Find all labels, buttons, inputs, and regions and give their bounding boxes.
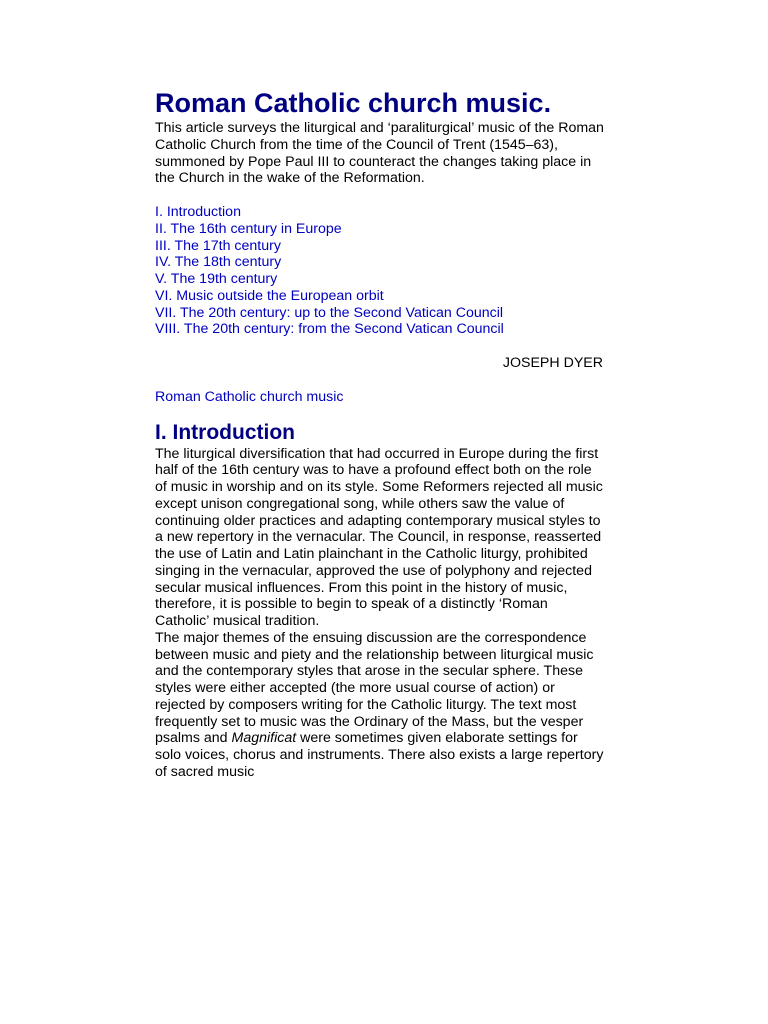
page-title: Roman Catholic church music. [155, 88, 552, 118]
toc-link-17th-century[interactable]: III. The 17th century [155, 237, 281, 254]
intro-paragraph: This article surveys the liturgical and ‘paraliturgical’ music of the Roman Catholic Church from the time of the Council of Trent (1545–63), summoned by Pope Paul III to counteract the changes taking place in the Church in the wake of the Reformation. [155, 120, 604, 187]
author-name: JOSEPH DYER [502, 355, 603, 371]
toc-link-16th-century[interactable]: II. The 16th century in Europe [155, 220, 342, 237]
table-of-contents [155, 204, 605, 338]
paragraph-2-text-start: The major themes of the ensuing discussion are the correspondence between music and piety and the relationship between liturgical music and the contemporary styles that arose in the secular sphere. These styles were either accepted (the more usual course of action) or rejected by composers writing for the Catholic liturgy. The text most frequently set to music was the Ordinary of the Mass, but the vesper psalms and [155, 629, 594, 747]
section-paragraph-2 [155, 630, 605, 781]
article-content [155, 86, 605, 781]
section-heading: I. Introduction [155, 420, 295, 444]
section-paragraph-1: The liturgical diversification that had occurred in Europe during the first half of the 16th century was to have a profound effect both on the role of music in worship and on its style. Some Reformers rejected all music except unison congregational song, while others saw the value of continuing older practices and adapting contemporary musical styles to a new repertory in the vernacular. The Council, in response, reasserted the use of Latin and Latin plainchant in the Catholic liturgy, prohibited singing in the vernacular, approved the use of polyphony and rejected secular musical influences. From this point in the history of music, therefore, it is possible to begin to speak of a distinctly ‘Roman Catholic’ musical tradition. [155, 445, 603, 629]
article-backlink[interactable]: Roman Catholic church music [155, 388, 344, 405]
paragraph-2-text-end: were sometimes given elaborate settings for solo voices, chorus and instruments. There also exists a large repertory of sacred music [155, 730, 604, 780]
magnificat-italic: Magnificat [231, 730, 297, 747]
toc-link-18th-century[interactable]: IV. The 18th century [155, 254, 282, 271]
toc-link-19th-century[interactable]: V. The 19th century [155, 271, 278, 287]
toc-link-outside-europe[interactable]: VI. Music outside the European orbit [155, 287, 384, 304]
toc-link-introduction[interactable]: I. Introduction [155, 204, 241, 220]
toc-link-20th-century-post-vatican[interactable]: VIII. The 20th century: from the Second Vatican Council [155, 321, 504, 338]
toc-link-20th-century-pre-vatican[interactable]: VII. The 20th century: up to the Second Vatican Council [155, 304, 504, 321]
